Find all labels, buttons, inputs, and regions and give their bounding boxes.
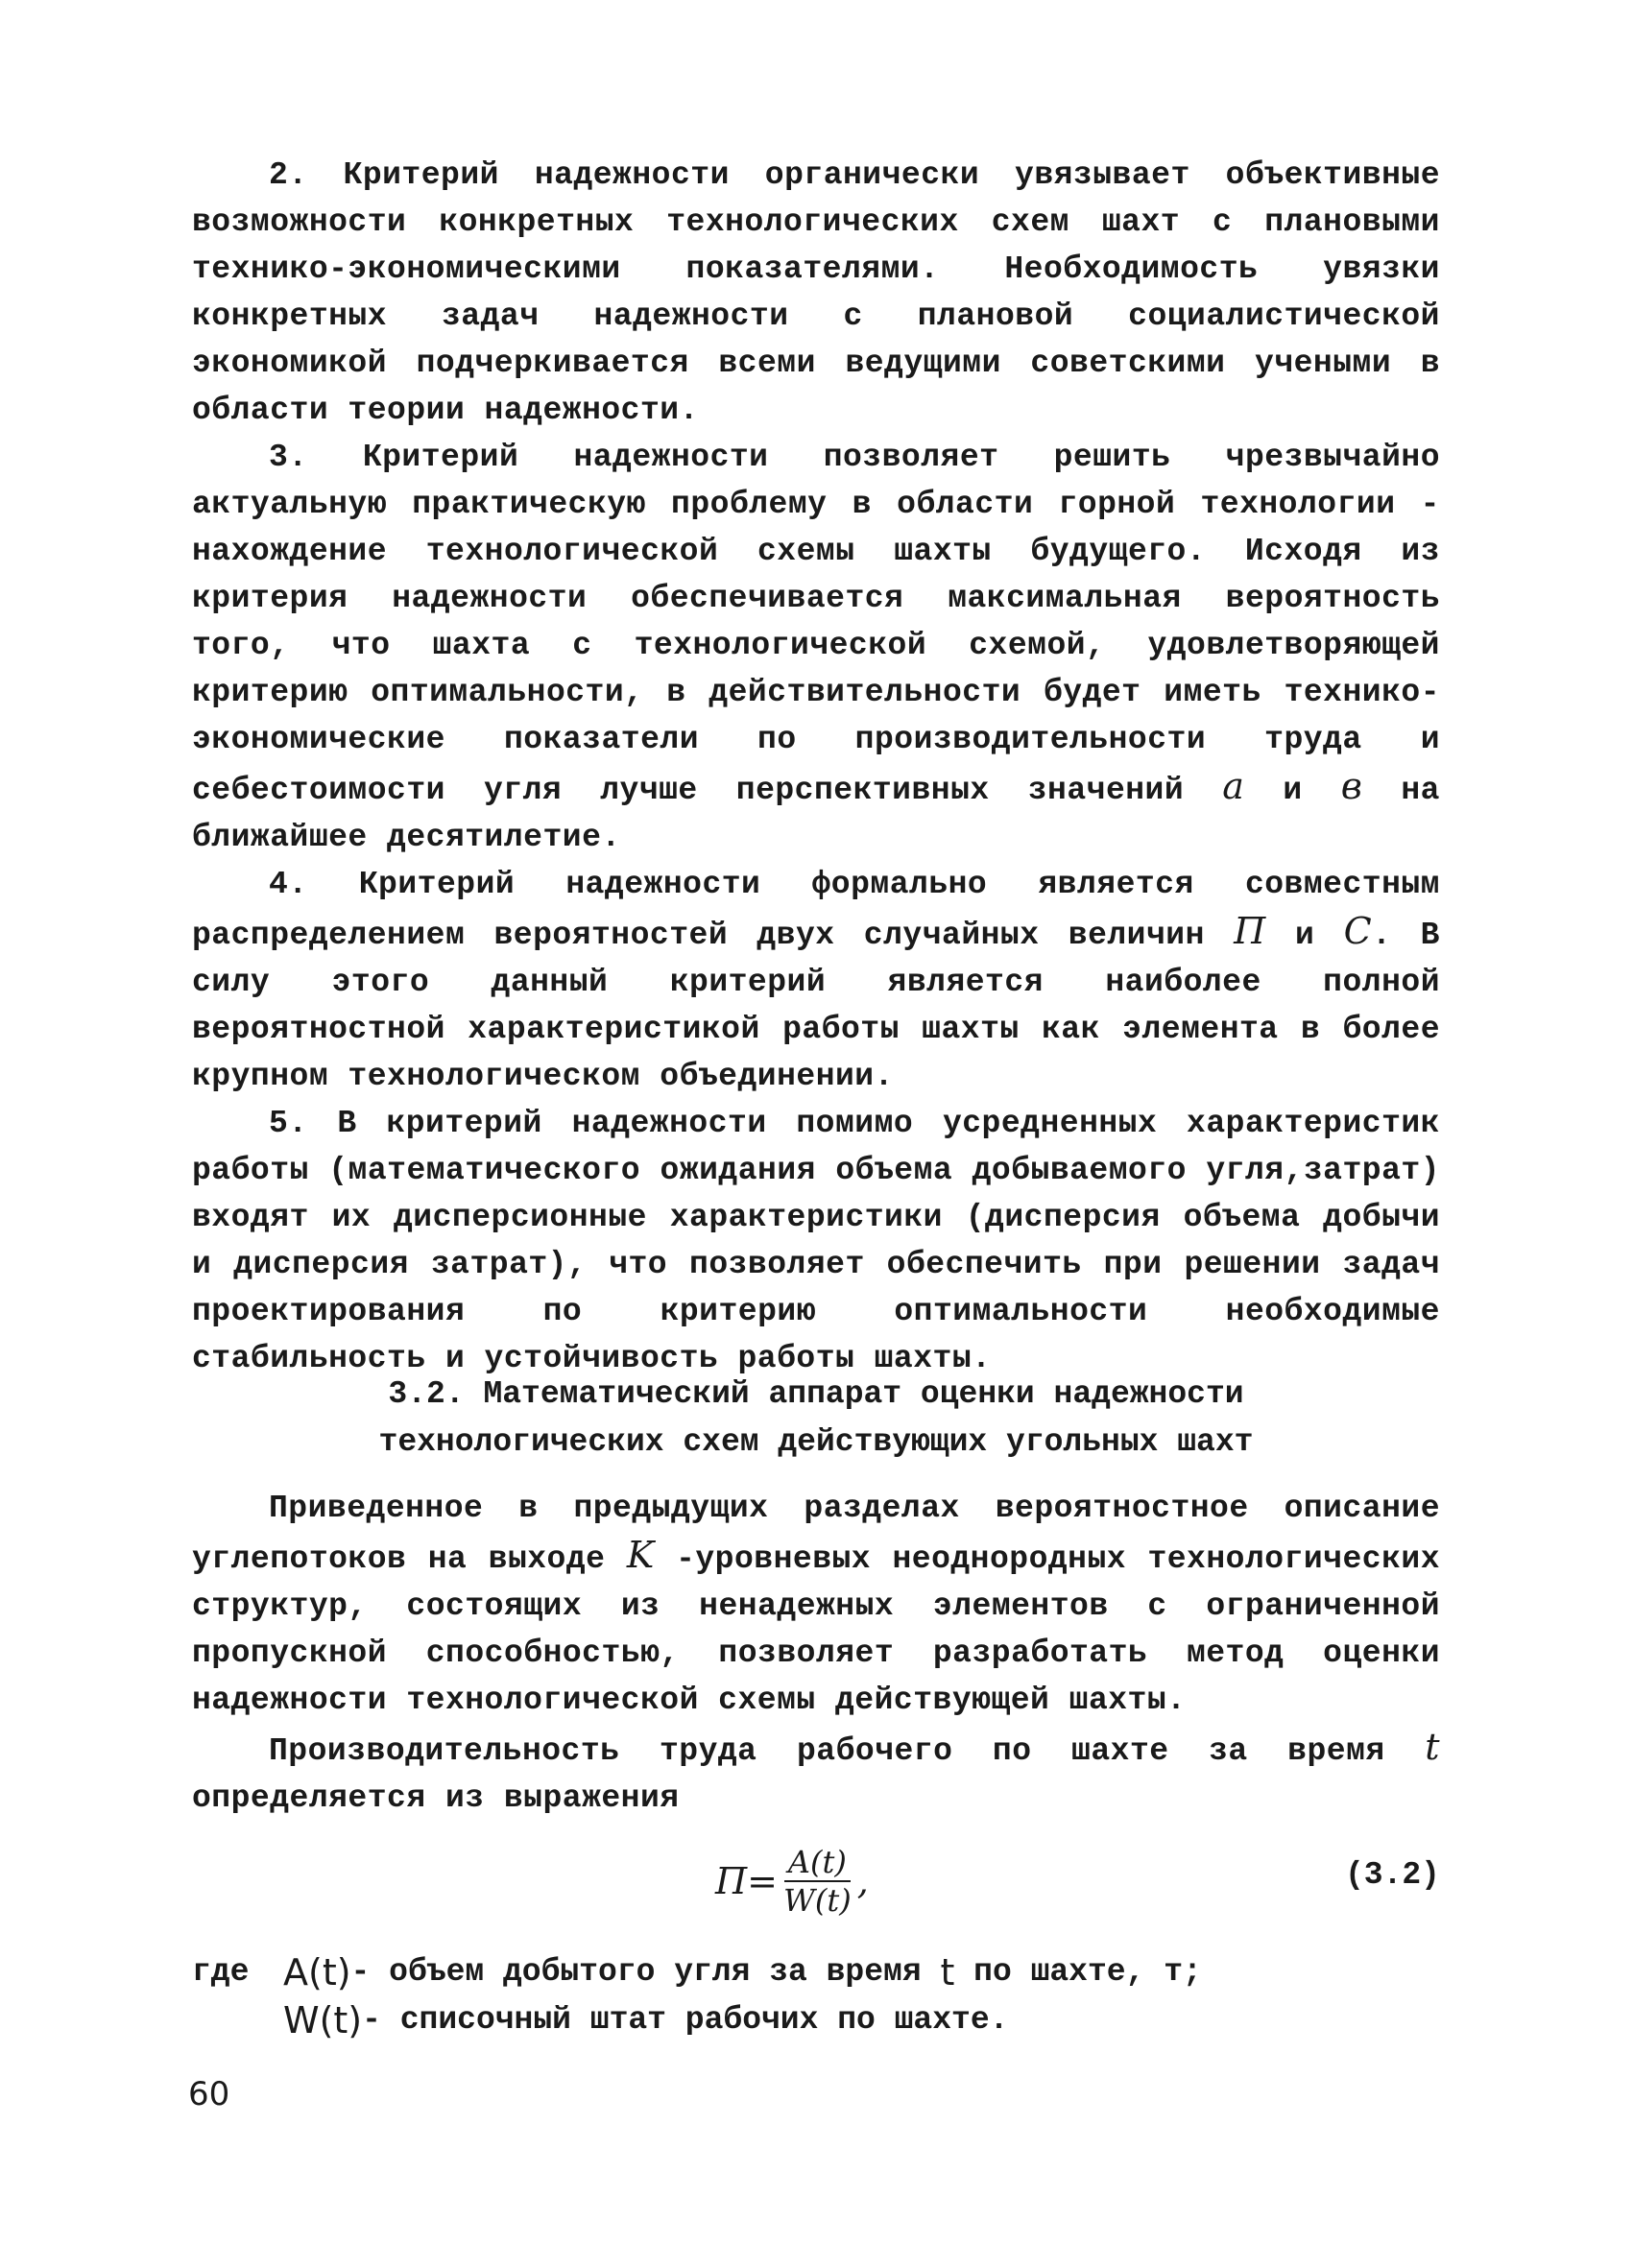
paragraph-text: 3. Критерий надежности позволяет решить чрезвычайно актуальную практическую проблему в области горной технологии - нахождение технологической схемы шахты будущего. Исходя из критерия надежности обеспечивается максимальная вероятность того, что шахта с технологической схемой, удовлетворяющей критерию оптимальности, в действительности будет иметь технико-экономические показатели по производительности труда и себестоимости угля лучше перспективных значений <box>192 440 1440 808</box>
paragraph <box>192 1724 1440 1822</box>
where-lead: где <box>192 1954 250 1990</box>
paragraph-text: на ближайшее десятилетие. <box>192 773 1440 855</box>
paragraph <box>192 1485 1440 1724</box>
formula-lhs: П= <box>715 1860 778 1902</box>
math-symbol: K <box>626 1534 655 1576</box>
where-row-2 <box>192 1996 1440 2044</box>
paragraph-text: 2. Критерий надежности органически увязывает объективные возможности конкретных технологических схем шахт с плановыми технико-экономическими показателями. Необходимость увязки конкретных задач надежности с плановой социалистической экономикой подчеркивается всеми ведущими советскими учеными в области теории надежности. <box>192 157 1440 428</box>
paragraph-text: определяется из выражения <box>192 1780 680 1816</box>
formula-fraction <box>783 1844 852 1919</box>
paragraph-text: . В силу этого данный критерий является наиболее полной вероятностной характеристикой работы шахты как элемента в более крупном технологическом объединении. <box>192 918 1440 1094</box>
paragraph-text: и <box>1244 773 1341 808</box>
formula-trailing-comma: , <box>856 1860 869 1902</box>
math-symbol: t <box>1425 1726 1440 1768</box>
symbol-t: t <box>940 1951 955 1993</box>
math-symbol: П <box>1234 910 1266 952</box>
paragraph <box>192 434 1440 861</box>
where-block <box>192 1948 1440 2044</box>
where-row-1-text-b: по шахте, т; <box>954 1954 1202 1990</box>
paragraph-text: Приведенное в предыдущих разделах вероятностное описание углепотоков на выходе <box>192 1491 1440 1577</box>
where-row-2-text: - списочный штат рабочих по шахте. <box>362 2002 1009 2038</box>
formula-numerator: A(t) <box>784 1844 851 1882</box>
paragraph-text: -уровневых неоднородных технологических структур, состоящих из ненадежных элементов с ограниченной пропускной способностью, позволяет разработать метод оценки надежности технологической схемы действующей шахты. <box>192 1541 1440 1718</box>
equation-3-2 <box>192 1828 1440 1934</box>
paragraph <box>192 152 1440 434</box>
symbol-a-of-t: A(t) <box>283 1951 351 1993</box>
page-number: 60 <box>188 2075 230 2113</box>
where-row-1 <box>192 1948 1440 1996</box>
paragraph-text: 5. В критерий надежности помимо усредненных характеристик работы (математического ожидания объема добываемого угля,затрат) входят их дисперсионные характеристики (дисперсия объема добычи и дисперсия затрат), что позволяет обеспечить при решении задач проектирования по критерию оптимальности необходимые стабильность и устойчивость работы шахты. <box>192 1106 1440 1376</box>
paragraph-text: и <box>1265 918 1344 953</box>
body-text-top <box>192 152 1440 1382</box>
paragraph-text: Производительность труда рабочего по шахте за время <box>269 1733 1426 1769</box>
where-row-1-text-a: - объем добытого угля за время <box>350 1954 941 1990</box>
section-heading <box>192 1371 1440 1467</box>
formula <box>715 1828 869 1934</box>
paragraph <box>192 861 1440 1100</box>
math-symbol: C <box>1343 910 1373 952</box>
equation-number: (3.2) <box>1344 1857 1440 1893</box>
formula-denominator: W(t) <box>782 1882 852 1919</box>
paragraph-text: 4. Критерий надежности формально является совместным распределением вероятностей двух случайных величин <box>192 867 1440 953</box>
symbol-w-of-t: W(t) <box>283 1999 363 2041</box>
body-text-bottom <box>192 1485 1440 1822</box>
section-heading-line-2: технологических схем действующих угольных шахт <box>378 1424 1254 1460</box>
math-symbol: a <box>1222 765 1245 807</box>
section-heading-line-1: 3.2. Математический аппарат оценки надежности <box>388 1376 1244 1412</box>
paragraph <box>192 1100 1440 1382</box>
math-symbol: в <box>1340 765 1363 807</box>
